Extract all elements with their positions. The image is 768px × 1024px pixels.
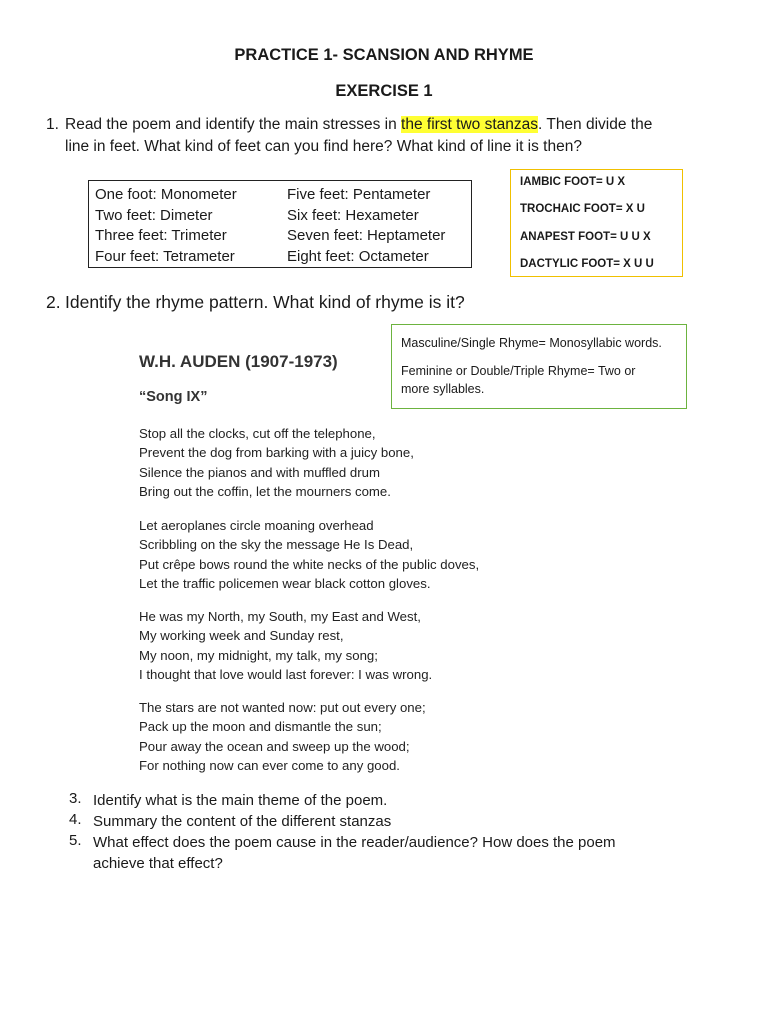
rhyme-feminine: Feminine or Double/Triple Rhyme= Two or — [401, 364, 636, 378]
question-3-number: 3. — [69, 790, 82, 807]
poem-line: Bring out the coffin, let the mourners come. — [139, 483, 391, 499]
poem-line: My working week and Sunday rest, — [139, 628, 344, 644]
feet-cell: Four feet: Tetrameter — [95, 248, 235, 265]
rhyme-types-box — [391, 324, 687, 409]
question-1-number: 1. — [46, 116, 59, 133]
poem-line: Let aeroplanes circle moaning overhead — [139, 518, 374, 533]
poem-line: Pack up the moon and dismantle the sun; — [139, 719, 382, 735]
feet-table — [88, 180, 472, 268]
poem-line: The stars are not wanted now: put out every one; — [139, 700, 426, 715]
question-4-number: 4. — [69, 811, 82, 828]
rhyme-masculine: Masculine/Single Rhyme= Monosyllabic words. — [401, 336, 662, 350]
foot-type-iambic: IAMBIC FOOT= U X — [520, 176, 626, 188]
feet-cell: Six feet: Hexameter — [287, 207, 419, 224]
poem-line: Put crêpe bows round the white necks of the public doves, — [139, 556, 480, 572]
foot-types-box — [510, 169, 683, 277]
question-2-number: 2. — [46, 292, 61, 312]
question-1 — [65, 114, 745, 158]
poem-line: Pour away the ocean and sweep up the wood; — [139, 738, 410, 754]
feet-cell: Eight feet: Octameter — [287, 248, 429, 265]
stanza-3 — [139, 607, 432, 684]
poem-line: Let the traffic policemen wear black cotton gloves. — [139, 575, 431, 591]
poem-line: Silence the pianos and with muffled drum — [139, 464, 380, 480]
poem-line: My noon, my midnight, my talk, my song; — [139, 647, 378, 663]
poem-line: Scribbling on the sky the message He Is Dead, — [139, 537, 414, 553]
foot-type-anapest: ANAPEST FOOT= U U X — [520, 231, 651, 243]
feet-cell: One foot: Monometer — [95, 186, 237, 203]
exercise-title: EXERCISE 1 — [335, 82, 433, 100]
question-1-line-2: line in feet. What kind of feet can you find here? What kind of line it is then? — [65, 138, 582, 155]
page-title: PRACTICE 1- SCANSION AND RHYME — [234, 46, 534, 64]
poem-line: Prevent the dog from barking with a juicy bone, — [139, 445, 414, 461]
foot-type-dactylic: DACTYLIC FOOT= X U U — [520, 258, 654, 270]
stanza-2 — [139, 516, 479, 593]
feet-cell: Seven feet: Heptameter — [287, 227, 446, 244]
poem-author: W.H. AUDEN (1907-1973) — [139, 352, 338, 371]
stanza-1 — [139, 424, 414, 501]
feet-cell: Two feet: Dimeter — [95, 207, 213, 224]
poem-line: I thought that love would last forever: I was wrong. — [139, 666, 433, 682]
poem-title: “Song IX” — [139, 389, 208, 405]
poem-line: Stop all the clocks, cut off the telephone, — [139, 426, 376, 441]
question-3: Identify what is the main theme of the poem. — [93, 792, 388, 809]
foot-type-trochaic: TROCHAIC FOOT= X U — [520, 203, 645, 215]
question-5: What effect does the poem cause in the reader/audience? How does the poem — [93, 834, 616, 851]
feet-cell: Five feet: Pentameter — [287, 186, 431, 203]
feet-cell: Three feet: Trimeter — [95, 227, 227, 244]
question-1-text-end: . Then divide the — [538, 116, 653, 133]
rhyme-feminine-cont: more syllables. — [401, 382, 485, 396]
question-5-number: 5. — [69, 832, 82, 849]
poem-line: For nothing now can ever come to any good. — [139, 757, 400, 773]
highlighted-text: the first two stanzas — [401, 116, 539, 133]
stanza-4 — [139, 698, 426, 775]
poem-line: He was my North, my South, my East and West, — [139, 609, 421, 624]
question-4: Summary the content of the different stanzas — [93, 813, 392, 830]
question-2: Identify the rhyme pattern. What kind of rhyme is it? — [65, 292, 465, 312]
question-5-cont: achieve that effect? — [93, 855, 223, 872]
question-1-text-start: Read the poem and identify the main stresses in — [65, 116, 402, 133]
